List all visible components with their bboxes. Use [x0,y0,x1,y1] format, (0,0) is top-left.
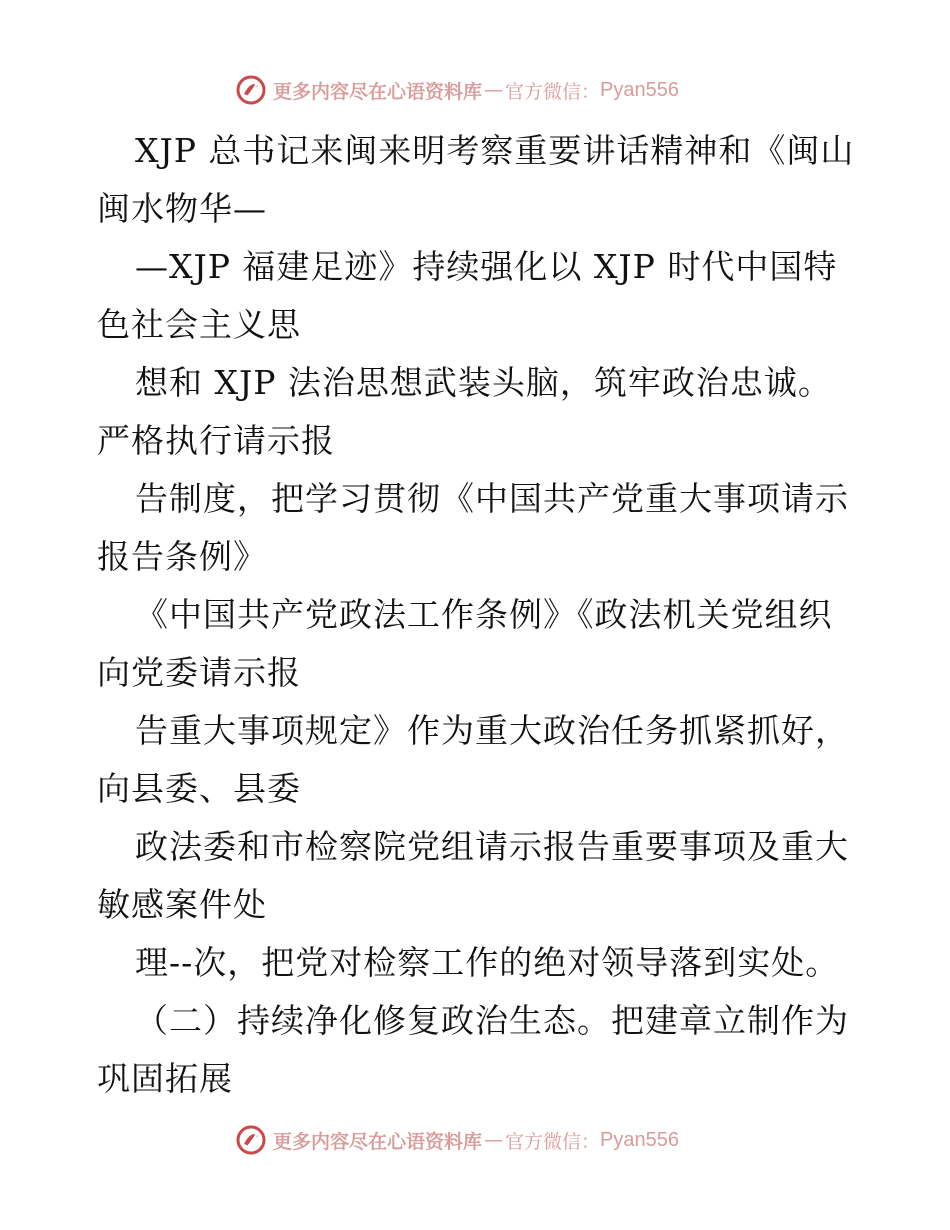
header-watermark [235,73,679,107]
text-line: 向党委请示报 [97,653,301,692]
watermark-dash: — [484,79,504,101]
red-swirl-logo-icon [235,74,267,106]
text-line: 敏感案件处 [97,885,267,924]
text-line: 理--次，把党对检察工作的绝对领导落到实处。 [135,943,840,982]
text-line: 告制度，把学习贯彻《中国共产党重大事项请示 [135,479,849,518]
text-line: —XJP 福建足迹》持续强化以 XJP 时代中国特 [135,247,838,286]
text-line: 色社会主义思 [97,305,301,344]
text-line: 想和 XJP 法治思想武装头脑，筑牢政治忠诚。 [135,363,832,402]
watermark-dash: — [484,1129,504,1151]
watermark-wechat-id: Pyan556 [600,1128,679,1151]
text-line: 巩固拓展 [97,1059,233,1098]
red-swirl-logo-icon [235,1124,267,1156]
text-line: 政法委和市检察院党组请示报告重要事项及重大 [135,827,849,866]
text-line: 告重大事项规定》作为重大政治任务抓紧抓好， [135,711,849,750]
text-line: XJP 总书记来闽来明考察重要讲话精神和《闽山 [135,131,855,170]
text-line: 《中国共产党政法工作条例》《政法机关党组织 [135,595,833,634]
watermark-wechat-label: 官方微信： [505,80,601,103]
text-line: 向县委、县委 [97,769,301,808]
watermark-wechat-id: Pyan556 [600,78,679,101]
watermark-title: 更多内容尽在心语资料库 [273,80,483,103]
text-line: 闽水物华— [97,189,267,228]
watermark-wechat-label: 官方微信： [505,1130,601,1153]
text-line: 严格执行请示报 [97,421,335,460]
watermark-title: 更多内容尽在心语资料库 [273,1130,483,1153]
text-line: 报告条例》 [97,537,267,576]
text-line: （二）持续净化修复政治生态。把建章立制作为 [135,1001,849,1040]
footer-watermark [235,1123,679,1157]
document-body [97,122,857,1108]
